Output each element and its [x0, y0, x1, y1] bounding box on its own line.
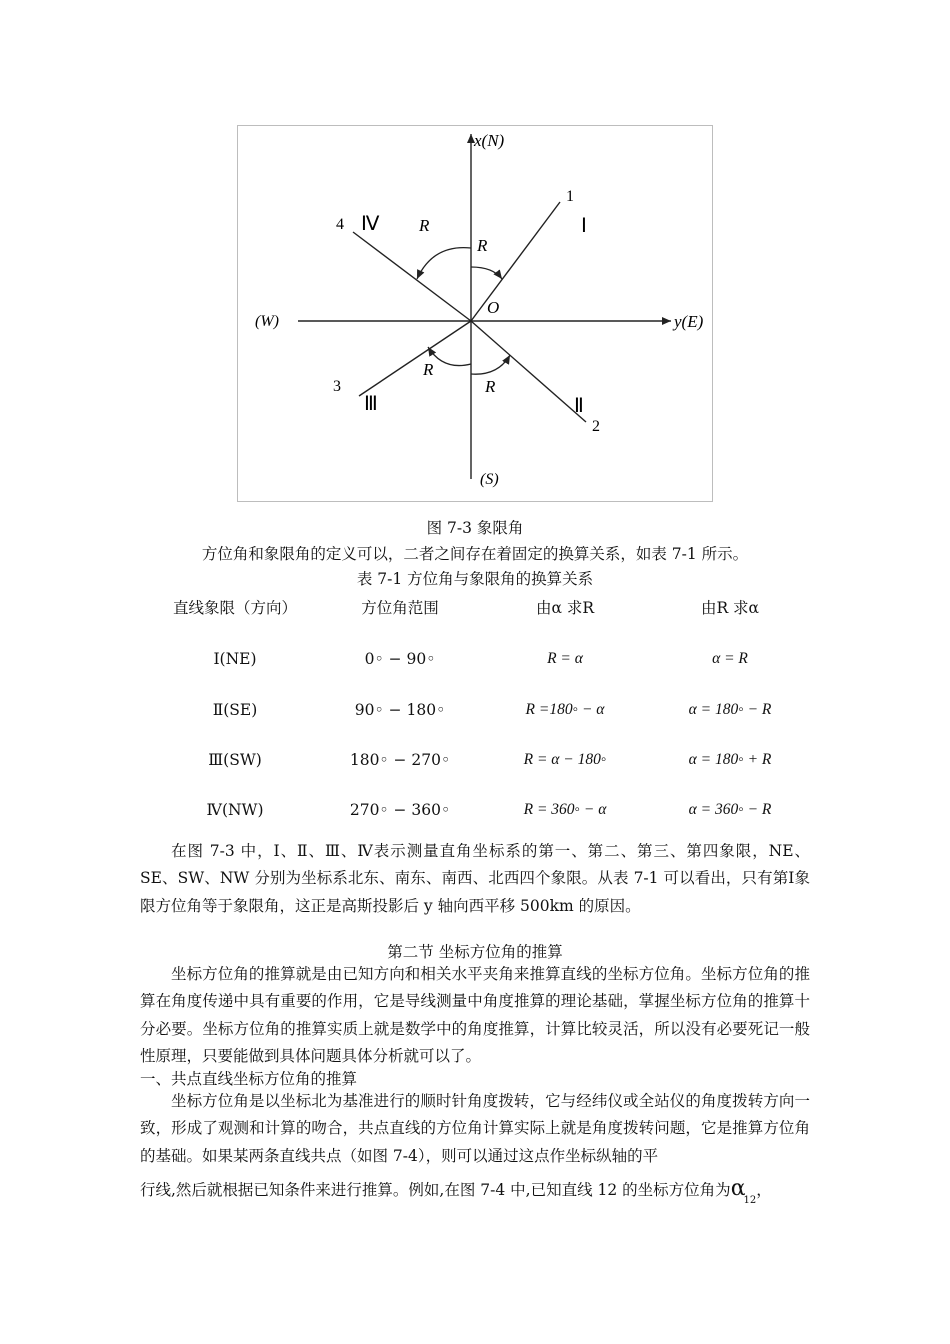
line-o-3 [359, 321, 471, 396]
angle-label-q3: R [423, 360, 434, 379]
quadrant-2-label: Ⅱ [574, 395, 584, 417]
intro-sentence: 方位角和象限角的定义可以，二者之间存在着固定的换算关系，如表 7-1 所示。 [201, 545, 749, 563]
table-cell: α = 360◦ − R [688, 801, 772, 818]
table-row [140, 801, 810, 827]
angle-arc-q3 [428, 347, 471, 366]
paragraph-azimuth-intro: 坐标方位角的推算就是由已知方向和相关水平夹角来推算直线的坐标方位角。坐标方位角的推算在角度传递中具有重要的作用，它是导线测量中角度推算的理论基础，掌握坐标方位角的推算十分必要。坐标方位角的推算实质上就是数学中的角度推算，计算比较灵活，所以没有必要死记一般性原理，只要能做到具体问题具体分析就可以了。 [140, 965, 810, 1066]
quadrant-angle-diagram [238, 126, 714, 503]
angle-arc-q1 [471, 267, 502, 279]
table-cell: R = 360◦ − α [523, 801, 607, 818]
subsection-title: 一、共点直线坐标方位角的推算 [140, 1070, 358, 1088]
table-cell: α = 180◦ + R [688, 751, 772, 768]
line-end-3-label: 3 [333, 378, 341, 395]
table-header: 方位角范围 [361, 599, 439, 617]
east-axis-label: y(E) [674, 312, 704, 331]
table-cell: Ⅳ(NW) [206, 801, 264, 819]
table-cell: α = 180◦ − R [688, 701, 772, 718]
table-cell: Ⅱ(SE) [212, 701, 258, 719]
section-title: 第二节 坐标方位角的推算 [387, 943, 563, 961]
table-cell: Ⅰ(NE) [213, 650, 257, 668]
line-o-1 [471, 202, 560, 321]
quadrant-1-label: Ⅰ [581, 215, 587, 237]
line-o-2 [471, 321, 586, 422]
origin-label: O [487, 298, 500, 317]
alpha-subscript: 12 [743, 1195, 757, 1206]
closing-punctuation: ， [756, 1181, 772, 1199]
table-header-row [140, 596, 810, 622]
quadrant-3-label: Ⅲ [364, 393, 378, 415]
table-header: 直线象限（方向） [172, 599, 297, 617]
line-end-1-label: 1 [566, 188, 574, 205]
north-axis-label: x(N) [474, 131, 505, 150]
table-cell: R =180◦ − α [525, 701, 605, 718]
table-cell: Ⅲ(SW) [208, 751, 262, 769]
line-o-4 [353, 232, 471, 321]
angle-label-q4: R [419, 216, 430, 235]
quadrant-4-label: Ⅳ [361, 213, 380, 235]
line-end-2-label: 2 [592, 418, 600, 435]
paragraph-quadrants: 在图 7-3 中，Ⅰ、Ⅱ、Ⅲ、Ⅳ表示测量直角坐标系的第一、第二、第三、第四象限，NE、SE、SW、NW 分别为坐标系北东、南东、南西、北西四个象限。从表 7-1 可以看出，只有第Ⅰ象限方位角等于象限角，这正是高斯投影后 y 轴向西平移 500km 的原因。 [140, 842, 810, 915]
table-cell: α = R [712, 650, 748, 667]
paragraph-common-point: 坐标方位角是以坐标北为基准进行的顺时针角度拨转，它与经纬仪或全站仪的角度拨转方向一致，形成了观测和计算的吻合，共点直线的方位角计算实际上就是角度拨转问题，它是推算方位角的基础。如果某两条直线共点（如图 7-4），则可以通过这点作坐标纵轴的平 [140, 1092, 810, 1165]
table-header: 由R 求α [700, 599, 760, 617]
angle-arc-q4 [417, 248, 471, 279]
table-cell: R = α [547, 650, 583, 667]
paragraph-last-line [140, 1176, 810, 1206]
table-cell: R = α − 180◦ [523, 751, 607, 768]
paragraph-last-line-text: 行线,然后就根据已知条件来进行推算。例如,在图 7-4 中,已知直线 12 的坐标方位角为 [140, 1181, 731, 1199]
table-cell: 90◦ − 180◦ [354, 701, 446, 719]
west-axis-label: (W) [255, 313, 279, 330]
table-row [140, 701, 810, 727]
south-axis-label: (S) [480, 471, 499, 488]
table-cell: 270◦ − 360◦ [349, 801, 451, 819]
table-row [140, 751, 810, 777]
table-title: 表 7-1 方位角与象限角的换算关系 [356, 570, 594, 588]
table-header: 由α 求R [535, 599, 595, 617]
angle-arc-q2 [471, 355, 510, 374]
angle-label-north: R [477, 236, 488, 255]
figure-caption: 图 7-3 象限角 [426, 519, 524, 537]
alpha-symbol: α [730, 1176, 746, 1201]
line-end-4-label: 4 [336, 216, 344, 233]
table-cell: 0◦ − 90◦ [364, 650, 436, 668]
table-row [140, 650, 810, 676]
figure-7-3 [237, 125, 713, 502]
table-cell: 180◦ − 270◦ [349, 751, 451, 769]
angle-label-south: R [485, 377, 496, 396]
